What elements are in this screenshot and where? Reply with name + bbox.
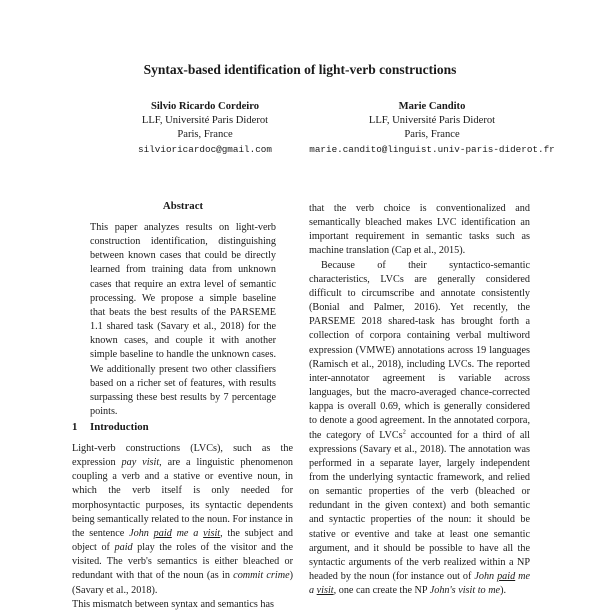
author-block-1 — [85, 100, 325, 157]
author-name: Silvio Ricardo Cordeiro — [150, 101, 260, 112]
author-location: Paris, France — [177, 129, 233, 141]
right-column — [309, 202, 530, 598]
abstract-text: This paper analyzes results on light-verb construction identification, distinguishing between known cases that could be directly learned from training data from unknown cases that require an extra level of semantic processing. We propose a simple baseline that beats the best results of the PARSEME 1.1 shared task (Savary et al., 2018) for the known cases, and couple it with another simple baseline to handle the unknown cases. We additionally present two other classifiers based on a richer set of features, with results surpassing these best results by 7 percentage points. — [90, 222, 276, 418]
intro-paragraph-1: Light-verb constructions (LVCs), such as the expression pay visit, are a linguistic phenomenon coupling a verb and a stative or eventive noun, in which the verb itself is only needed for morphosyntactic purposes, its syntactic dependents being semantically related to the noun. For instance in the sentence John paid me a visit, the subject and object of paid play the roles of the visitor and the visited. The verb's semantics is either bleached or redundant with that of the noun (as in commit crime) (Savary et al., 2018). — [72, 443, 294, 596]
introduction-column — [72, 442, 293, 612]
author-block-2 — [297, 100, 567, 157]
footnote-marker: 2 — [402, 428, 406, 436]
intro-paragraph-2: This mismatch between syntax and semantics has — [72, 598, 275, 610]
right-paragraph-1: that the verb choice is conventionalized and semantically bleached makes LVC identification an important requirement in semantic tasks such as machine translation (Cap et al., 2015). — [309, 203, 530, 257]
author-email: marie.candito@linguist.univ-paris-diderot.fr — [309, 143, 555, 155]
author-name: Marie Candito — [398, 101, 466, 112]
author-email: silvioricardoc@gmail.com — [138, 143, 272, 155]
author-location: Paris, France — [404, 129, 460, 141]
section-title: Introduction — [90, 421, 149, 433]
section-heading-introduction — [72, 421, 292, 433]
section-number: 1 — [72, 421, 78, 433]
author-affiliation: LLF, Université Paris Diderot — [141, 115, 269, 127]
right-paragraph-2: Because of their syntactico-semantic characteristics, LVCs are generally considered difficult to circumscribe and annotate consistently (Bonial and Palmer, 2016). Yet recently, the PARSEME 2018 shared-task has brought forth a collection of corpora containing verbal multiword expression (VMWE) annotations across 19 languages (Ramisch et al., 2018), including LVCs. The reported inter-annotator agreement is variable across languages, but the macro-averaged chance-corrected kappa is overall 0.69, which is generally considered to denote a good agreement. In the annotated corpora, the category of LVCs$^2$ accounted for a third of all expressions (Savary et al., 2018). The annotation was performed in a separate layer, largely independent from the underlying syntactic framework, and relied on semantic properties of the verb (bleached or redundant in the given context) and both semantic and syntactic properties of the noun: it should be stative or eventive and take at least one semantic argument, and it should be possible to have all the syntactic arguments of the verb realized within a NP headed by the noun (for instance out of John paid me a visit, one can create the NP John's visit to me). — [309, 259, 531, 597]
abstract-heading: Abstract — [162, 200, 204, 212]
paper-title: Syntax-based identification of light-verb constructions — [143, 62, 457, 77]
author-affiliation: LLF, Université Paris Diderot — [368, 115, 496, 127]
